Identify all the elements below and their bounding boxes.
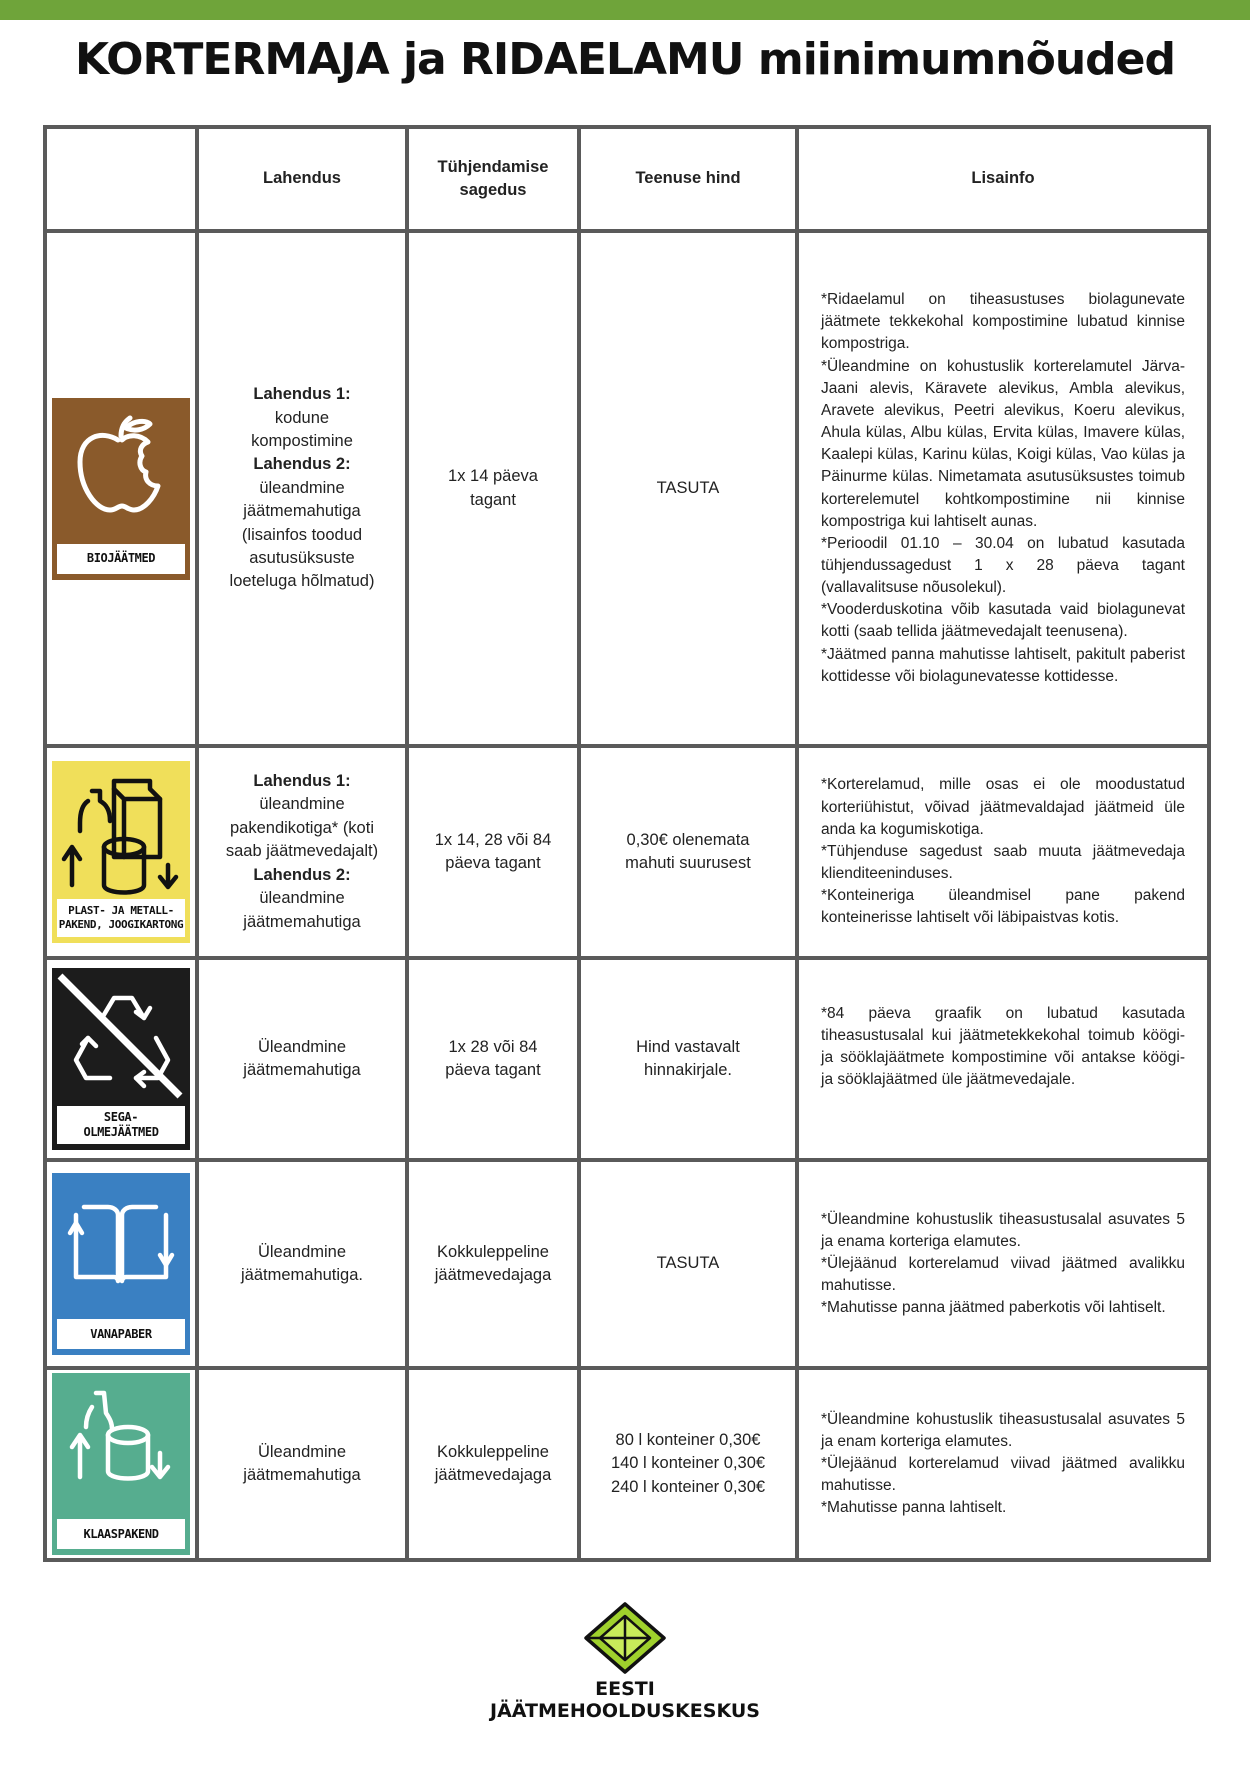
frequency-cell: Kokkuleppeline jäätmevedajaga (407, 1160, 579, 1368)
badge-label: PLAST- JA METALL- PAKEND, JOOGIKARTONG (57, 899, 185, 937)
badge-label: KLAASPAKEND (57, 1519, 185, 1549)
table-row (45, 1160, 1209, 1368)
price-cell: 80 l konteiner 0,30€ 140 l konteiner 0,30€ 240 l konteiner 0,30€ (579, 1368, 797, 1560)
logo-line-2: JÄÄTMEHOOLDUSKESKUS (490, 1699, 760, 1722)
info-cell: *84 päeva graafik on lubatud kasutada tiheasustusalal kui jäätmetekkekohal toimub köögi- ja sööklajäätmete kompostimine või antakse köögi- ja sööklajäätmed üle jäätmevedajale. (797, 958, 1209, 1160)
packaging-badge (52, 761, 190, 943)
badge-label: BIOJÄÄTMED (57, 544, 185, 574)
logo-line-1: EESTI (595, 1678, 655, 1700)
frequency-cell: 1x 14 päeva tagant (407, 231, 579, 746)
table-row (45, 958, 1209, 1160)
solution-cell: Lahendus 1: kodune kompostimine Lahendus 2: üleandmine jäätmemahutiga (lisainfos toodud asutusüksuste loeteluga hõlmatud) (197, 231, 407, 746)
info-cell: *Ridaelamul on tiheasustuses biolagunevate jäätmete tekkekohal kompostimine lubatud kinnise kompostriga. *Üleandmine on kohustuslik korterelamutel Järva-Jaani alevis, Käravete alevikus, Ambla alevikus, Aravete alevikus, Peetri alevikus, Koeru alevikus, Ahula külas, Albu külas, Ervita külas, Imavere külas, Kaalepi külas, Karinu külas, Koigi külas, Vao külas ja Päinurme külas. Nimetamata asutusüksustes toimub korterelemutel kohtkompostimine nii kinnise kompostriga kui lahtiselt aunas. *Perioodil 01.10 – 30.04 on lubatud kasutada tühjendussagedust 1 x 28 päeva tagant (vallavalitsuse nõusolekul). *Vooderduskotina võib kasutada vaid biolagunevat kotti (saab tellida jäätmevedajalt teenusena). *Jäätmed panna mahutisse lahtiselt, pakitult paberist kottidesse või biolagunevatesse kottidesse. (797, 231, 1209, 746)
solution-cell: Üleandmine jäätmemahutiga (197, 958, 407, 1160)
table-header-row (45, 127, 1209, 231)
price-cell: TASUTA (579, 1160, 797, 1368)
glass-badge (52, 1373, 190, 1555)
diamond-logo-icon (584, 1602, 666, 1674)
page-title: KORTERMAJA ja RIDAELAMU miinimumnõuded (74, 34, 1175, 85)
top-accent-bar (0, 0, 1250, 20)
icon-cell (45, 231, 197, 746)
solution-cell: Lahendus 1: üleandmine pakendikotiga* (koti saab jäätmevedajalt) Lahendus 2: üleandmine jäätmemahutiga (197, 746, 407, 958)
icon-cell (45, 746, 197, 958)
info-cell: *Korterelamud, mille osas ei ole moodustatud korteriühistut, võivad jäätmevaldajad jäätmeid üle anda ka kogumiskotiga. *Tühjenduse sagedust saab muuta jäätmevedaja klienditeeninduses. *Konteineriga üleandmisel pane pakend konteinerisse lahtiselt või läbipaistvas kotis. (797, 746, 1209, 958)
mixed-waste-badge (52, 968, 190, 1150)
header-price: Teenuse hind (579, 127, 797, 231)
header-info: Lisainfo (797, 127, 1209, 231)
icon-cell (45, 958, 197, 1160)
bio-waste-badge (52, 398, 190, 580)
table-row (45, 746, 1209, 958)
price-cell: 0,30€ olenemata mahuti suurusest (579, 746, 797, 958)
header-solution: Lahendus (197, 127, 407, 231)
icon-cell (45, 1368, 197, 1560)
paper-badge (52, 1173, 190, 1355)
header-frequency: Tühjendamise sagedus (407, 127, 579, 231)
table-row (45, 1368, 1209, 1560)
price-cell: Hind vastavalt hinnakirjale. (579, 958, 797, 1160)
footer-logo (0, 1602, 1250, 1723)
frequency-cell: 1x 14, 28 või 84 päeva tagant (407, 746, 579, 958)
badge-label: VANAPABER (57, 1319, 185, 1349)
header-icon-cell (45, 127, 197, 231)
info-cell: *Üleandmine kohustuslik tiheasustusalal asuvates 5 ja enama korteriga elamutes. *Ülejäänud korterelamud viivad jäätmed avalikku mahutisse. *Mahutisse panna jäätmed paberkotis või lahtiselt. (797, 1160, 1209, 1368)
solution-cell: Üleandmine jäätmemahutiga. (197, 1160, 407, 1368)
frequency-cell: Kokkuleppeline jäätmevedajaga (407, 1368, 579, 1560)
requirements-table (43, 125, 1211, 1562)
icon-cell (45, 1160, 197, 1368)
solution-cell: Üleandmine jäätmemahutiga (197, 1368, 407, 1560)
price-cell: TASUTA (579, 231, 797, 746)
badge-label: SEGA- OLMEJÄÄTMED (57, 1106, 185, 1144)
info-cell: *Üleandmine kohustuslik tiheasustusalal asuvates 5 ja enam korteriga elamutes. *Ülejäänud korterelamud viivad jäätmed avalikku mahutisse. *Mahutisse panna lahtiselt. (797, 1368, 1209, 1560)
table-row (45, 231, 1209, 746)
frequency-cell: 1x 28 või 84 päeva tagant (407, 958, 579, 1160)
